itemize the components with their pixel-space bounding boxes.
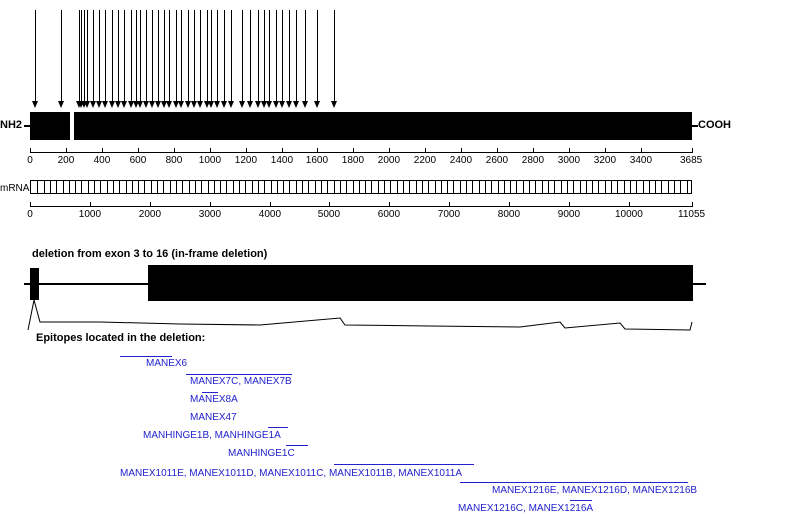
epitope-label: MANEX8A [190, 394, 238, 405]
epitope-label: MANEX1216E, MANEX1216D, MANEX1216B [492, 485, 698, 496]
epitopes-title: Epitopes located in the deletion: [36, 332, 206, 344]
epitope-range-bar [186, 374, 292, 375]
epitope-range-bar [286, 445, 308, 446]
protein-axis-label: 2800 [521, 155, 545, 166]
protein-axis-label: 0 [27, 155, 33, 166]
mrna-axis-label: 10000 [615, 209, 643, 220]
protein-n-terminus-label: NH2 [0, 119, 23, 131]
protein-axis-label: 1600 [305, 155, 329, 166]
epitope-label: MANEX1216C, MANEX1216A [458, 503, 594, 514]
protein-axis-label: 2200 [413, 155, 437, 166]
epitope-range-bar [334, 464, 474, 465]
epitope-range-bar [460, 482, 688, 483]
protein-axis-label: 200 [57, 155, 75, 166]
mrna-axis-label: 9000 [557, 209, 581, 220]
protein-axis-label: 3400 [629, 155, 653, 166]
mrna-axis-label: 0 [27, 209, 33, 220]
protein-c-terminus-label: COOH [698, 119, 731, 131]
protein-axis-label: 800 [165, 155, 183, 166]
protein-axis-label: 2000 [377, 155, 401, 166]
epitope-range-bar [268, 427, 288, 428]
mrna-axis-label: 2000 [138, 209, 162, 220]
protein-axis-end-label: 3685 [680, 155, 703, 166]
mrna-axis-label: 3000 [198, 209, 222, 220]
protein-axis-label: 3000 [557, 155, 581, 166]
mrna-axis-label: 6000 [377, 209, 401, 220]
mrna-axis-label: 7000 [437, 209, 461, 220]
protein-axis-label: 400 [93, 155, 111, 166]
epitope-label: MANHINGE1B, MANHINGE1A [143, 430, 281, 441]
protein-axis-label: 1200 [234, 155, 258, 166]
epitope-label: MANEX1011E, MANEX1011D, MANEX1011C, MANEX1011B, MANEX1011A [120, 468, 463, 479]
epitope-label: MANEX7C, MANEX7B [190, 376, 292, 387]
mrna-axis-end-label: 11055 [678, 209, 706, 220]
protein-axis-label: 2400 [449, 155, 473, 166]
mrna-axis-label: 5000 [317, 209, 341, 220]
deletion-title: deletion from exon 3 to 16 (in-frame deletion) [32, 248, 268, 260]
epitope-range-bar [570, 500, 592, 501]
protein-axis-label: 2600 [485, 155, 509, 166]
mrna-axis-label: 1000 [78, 209, 102, 220]
epitope-label: MANHINGE1C [228, 448, 295, 459]
protein-axis-label: 1400 [270, 155, 294, 166]
protein-axis-label: 1800 [341, 155, 365, 166]
epitope-range-bar [120, 356, 172, 357]
mrna-axis-label: 8000 [497, 209, 521, 220]
epitope-label: MANEX47 [190, 412, 237, 423]
epitope-range-bar [202, 392, 218, 393]
mrna-label: mRNA [0, 183, 30, 194]
protein-axis-label: 600 [129, 155, 147, 166]
mrna-axis-label: 4000 [258, 209, 282, 220]
protein-axis-label: 1000 [198, 155, 222, 166]
epitope-label: MANEX6 [146, 358, 188, 369]
protein-axis-label: 3200 [593, 155, 617, 166]
